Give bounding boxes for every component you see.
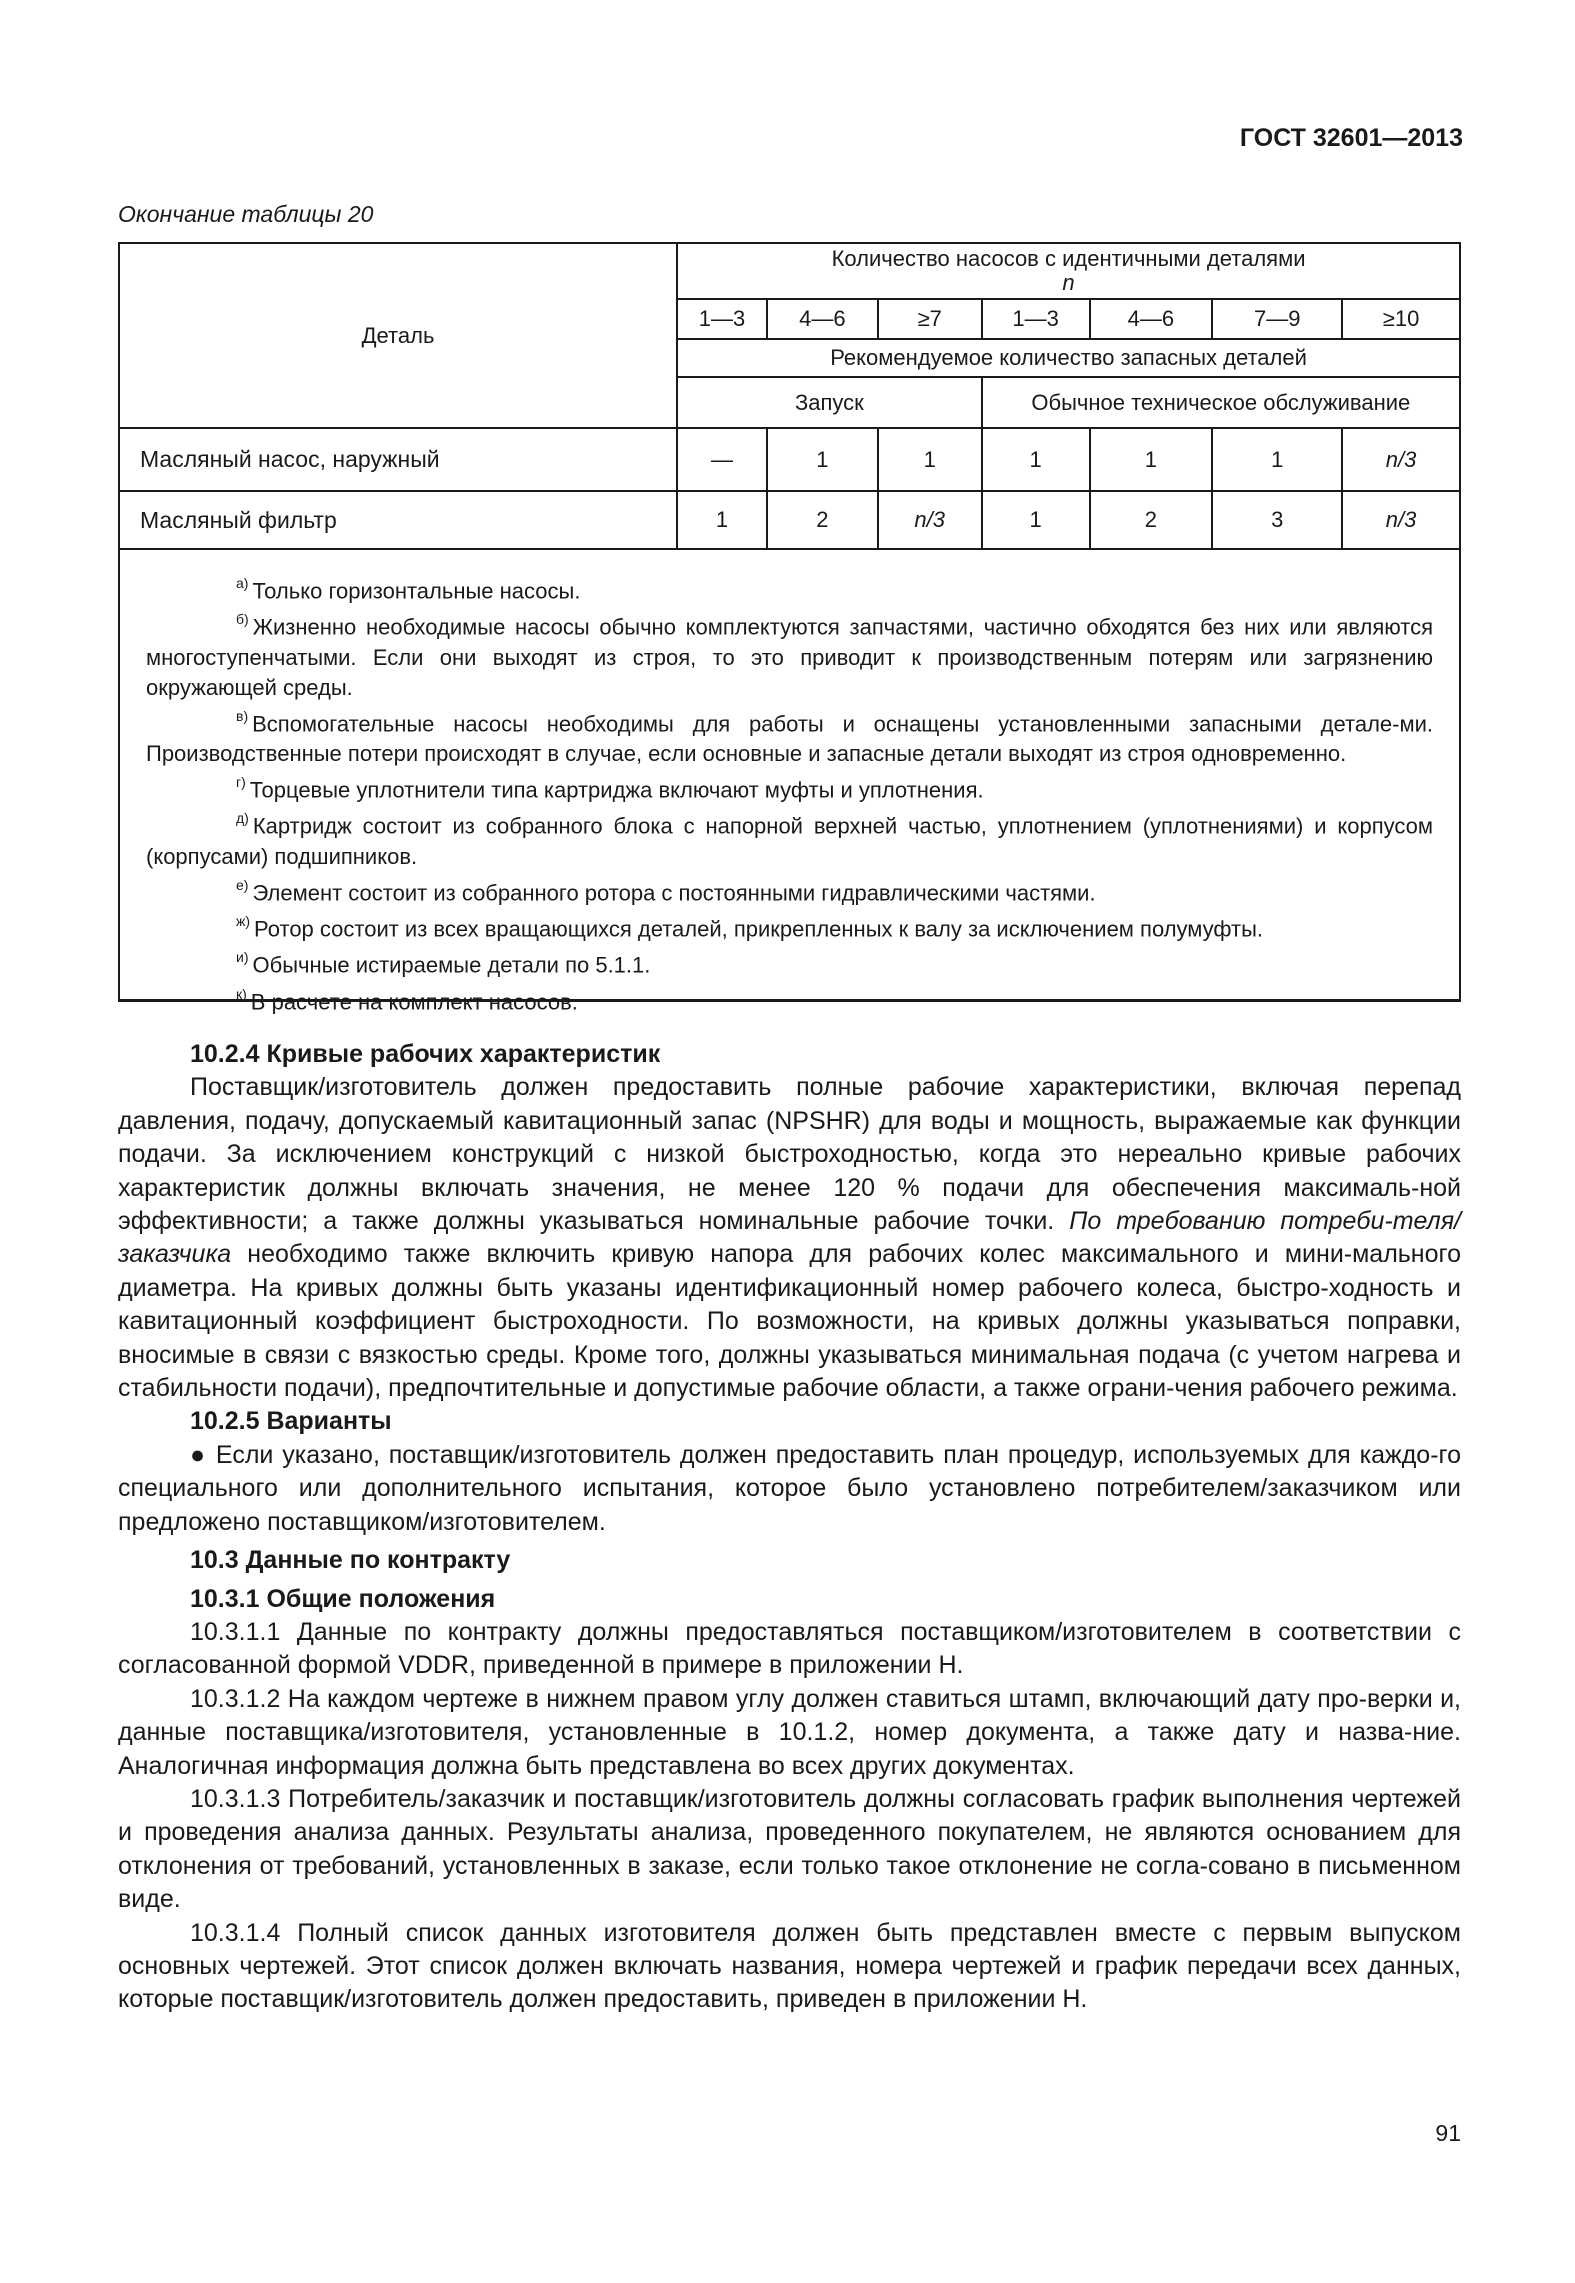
value-cell: 3	[1212, 491, 1342, 549]
note-item: $^{д)}$ Картридж состоит из собранного блока с напорной верхней частью, уплотнением (уплотнениями) и корпусом (корпусами) подшипников.	[146, 810, 1433, 869]
value-cell: 1	[677, 491, 767, 549]
note-item: $^{г)}$ Торцевые уплотнители типа картриджа включают муфты и уплотнения.	[236, 773, 984, 803]
value-cell: 2	[1090, 491, 1213, 549]
range-cell: 1—3	[677, 299, 767, 339]
section-paragraph: Поставщик/изготовитель должен предоставить полные рабочие характеристики, включая перепад давления, подачу, допускаемый кавитационный запас (NPSHR) для воды и мощность, выражаемые как функции подачи. За исключением конструкций с низкой быстроходностью, когда это нереально кривые рабочих характеристик должны включать значения, не менее 120 % подачи для обеспечения максималь-ной эффективности; а также должны указываться номинальные рабочие точки. По требованию потреби-теля/заказчика необходимо также включить кривую напора для рабочих колес максимального и мини-мального диаметра. На кривых должны быть указаны идентификационный номер рабочего колеса, быстро-ходность и кавитационный коэффициент быстроходности. По возможности, на кривых должны указываться поправки, вносимые в связи с вязкостью среды. Кроме того, должны указываться минимальная подача (с учетом нагрева и стабильности подачи), предпочтительные и допустимые рабочие области, а также ограни-чения рабочего режима.	[118, 1073, 1461, 1403]
table-row	[119, 428, 1460, 491]
section-paragraph: 10.3.1.3 Потребитель/заказчик и поставщик/изготовитель должны согласовать график выполнения чертежей и проведения анализа данных. Результаты анализа, проведенного покупателем, не являются основанием для отклонения от требований, установленных в заказе, если только такое отклонение не согла-совано в письменном виде.	[118, 1784, 1461, 1914]
section-title-10-3: 10.3 Данные по контракту	[190, 1546, 511, 1575]
startup-header: Запуск	[677, 377, 982, 428]
table-notes	[118, 548, 1461, 1014]
value-cell: 1	[767, 428, 878, 491]
range-cell: 7—9	[1212, 299, 1342, 339]
value-cell: 1	[878, 428, 982, 491]
document-code: ГОСТ 32601—2013	[1239, 124, 1463, 152]
bullet-icon: ●	[190, 1440, 208, 1469]
section-title-10-3-1: 10.3.1 Общие положения	[190, 1584, 496, 1613]
value-cell: n/3	[1342, 428, 1460, 491]
range-cell: ≥10	[1342, 299, 1460, 339]
page-number: 91	[1435, 2120, 1461, 2146]
note-item: $^{к)}$ В расчете на комплект насосов.	[236, 985, 578, 1014]
section-paragraph: 10.3.1.4 Полный список данных изготовителя должен быть представлен вместе с первым выпуском основных чертежей. Этот список должен включать названия, номера чертежей и график передачи всех данных, которые поставщик/изготовитель должен предоставить, приведен в приложении Н.	[118, 1918, 1461, 2014]
range-cell: 1—3	[982, 299, 1090, 339]
row-name: Масляный насос, наружный	[119, 428, 677, 491]
main-text	[118, 1038, 1461, 2017]
spare-parts-table	[118, 242, 1461, 550]
note-item: $^{а)}$ Только горизонтальные насосы.	[236, 575, 581, 604]
value-cell: 1	[982, 428, 1090, 491]
value-cell: 1	[1090, 428, 1213, 491]
row-name: Масляный фильтр	[119, 491, 677, 549]
table-row	[119, 491, 1460, 549]
table-caption: Окончание таблицы 20	[118, 201, 374, 227]
note-item: $^{и)}$ Обычные истираемые детали по 5.1.1.	[236, 949, 651, 978]
pump-count-symbol: n	[1062, 270, 1075, 295]
section-paragraph: 10.3.1.2 На каждом чертеже в нижнем правом углу должен ставиться штамп, включающий дату про-верки и, данные поставщика/изготовителя, установленные в 10.1.2, номер документа, а также дату и назва-ние. Аналогичная информация должна быть представлена во всех других документах.	[118, 1684, 1461, 1780]
value-cell: —	[677, 428, 767, 491]
section-title-10-2-4: 10.2.4 Кривые рабочих характеристик	[190, 1040, 661, 1068]
value-cell: n/3	[1342, 491, 1460, 549]
value-cell: 2	[767, 491, 878, 549]
note-item: $^{ж)}$ Ротор состоит из всех вращающихся деталей, прикрепленных к валу за исключением полумуфты.	[236, 912, 1264, 942]
range-cell: ≥7	[878, 299, 982, 339]
section-title-10-2-5: 10.2.5 Варианты	[190, 1407, 392, 1436]
maintenance-header: Обычное техническое обслуживание	[982, 377, 1460, 428]
note-item: $^{б)}$ Жизненно необходимые насосы обычно комплектуются запчастями, частично обходятся без них или являются многоступенчатыми. Если они выходят из строя, то это приводит к производственным потерям или загрязнению окружающей среды.	[146, 611, 1433, 700]
range-cell: 4—6	[1090, 299, 1213, 339]
pump-count-header: Количество насосов с идентичными деталями n	[677, 243, 1460, 299]
range-cell: 4—6	[767, 299, 878, 339]
note-item: $^{е)}$ Элемент состоит из собранного ротора с постоянными гидравлическими частями.	[236, 876, 1096, 905]
value-cell: n/3	[878, 491, 982, 549]
value-cell: 1	[1212, 428, 1342, 491]
recommended-header: Рекомендуемое количество запасных деталей	[677, 339, 1460, 377]
section-paragraph: 10.3.1.1 Данные по контракту должны предоставляться поставщиком/изготовителем в соответствии с согласованной формой VDDR, приведенной в примере в приложении Н.	[118, 1617, 1461, 1680]
detail-header: Деталь	[119, 243, 677, 428]
value-cell: 1	[982, 491, 1090, 549]
section-paragraph: ● Если указано, поставщик/изготовитель должен предоставить план процедур, используемых для каждо-го специального или дополнительного испытания, которое было установлено потребителем/заказчиком или предложено поставщиком/изготовителем.	[118, 1440, 1461, 1536]
note-item: $^{в)}$ Вспомогательные насосы необходимы для работы и оснащены установленными запасными детале-ми. Производственные потери происходят в случае, если основные и запасные детали выходят из строя одновременно.	[146, 707, 1433, 766]
